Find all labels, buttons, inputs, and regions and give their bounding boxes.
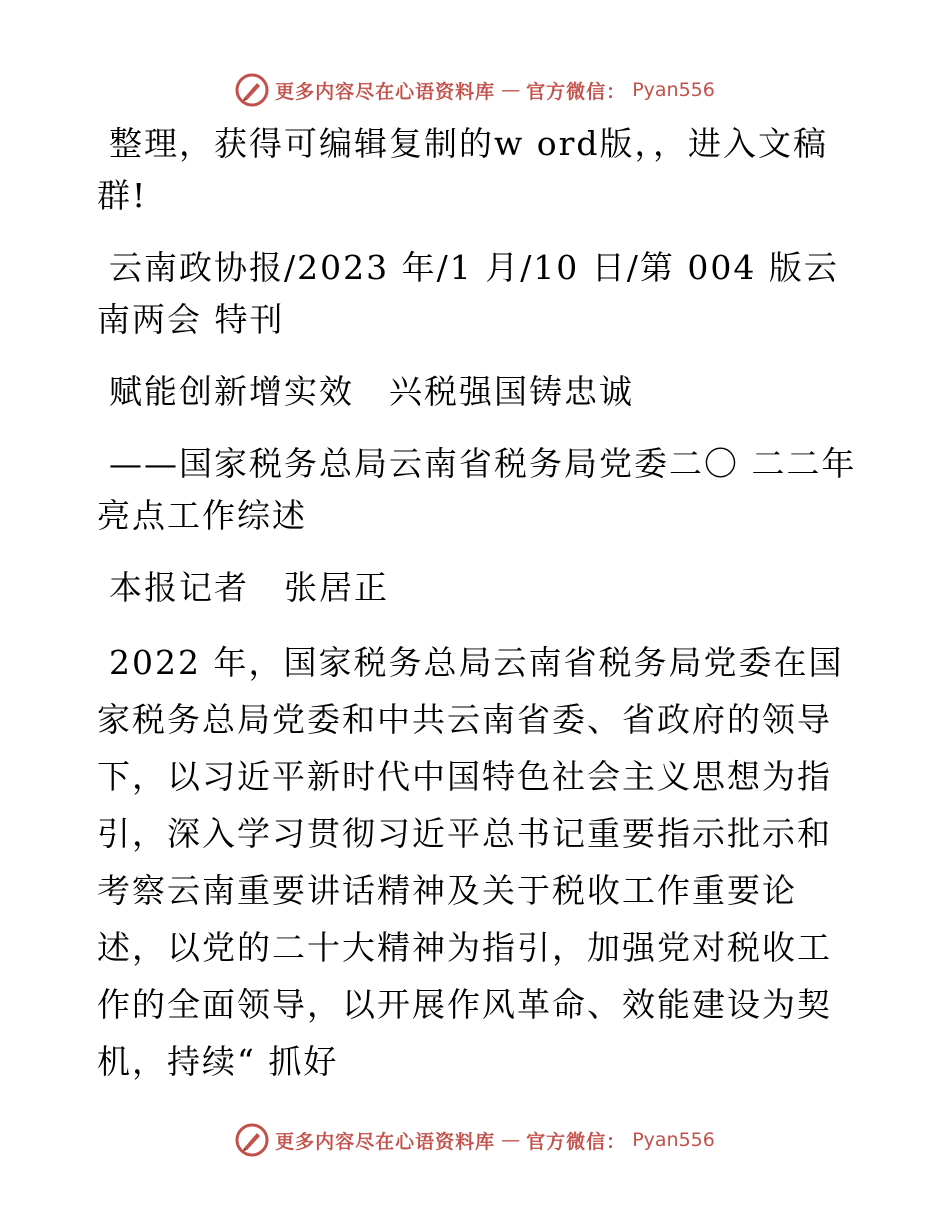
article-title: 赋能创新增实效 兴税强国铸忠诚: [109, 372, 634, 411]
body-paragraph: 2022 年，国家税务总局云南省税务局党委在国家税务总局党委和中共云南省委、省政府的领导下，以习近平新时代中国特色社会主义思想为指引，深入学习贯彻习近平总书记重要指示批示和考察云南重要讲话精神及关于税收工作重要论述，以党的二十大精神为指引，加强党对税收工作的全面领导，以开展作风革命、效能建设为契机，持续“ 抓好: [97, 643, 844, 1081]
intro-note: 整理，获得可编辑复制的w ord版，，进入文稿群!: [97, 124, 829, 215]
document-body: [97, 118, 857, 1090]
watermark-text: 更多内容尽在心语资料库: [275, 80, 496, 103]
pen-logo-icon: [235, 73, 269, 107]
watermark-wechat-id: Pyan556: [632, 79, 715, 101]
watermark-separator: —: [501, 79, 521, 101]
watermark-separator: —: [501, 1129, 521, 1151]
watermark-text: 更多内容尽在心语资料库: [275, 1130, 496, 1153]
pen-logo-icon: [235, 1123, 269, 1157]
byline: 本报记者 张居正: [109, 568, 389, 607]
watermark-wechat-label: 官方微信：: [526, 1130, 627, 1153]
footer-watermark: [0, 1120, 950, 1160]
header-watermark: [0, 70, 950, 110]
watermark-wechat-label: 官方微信：: [526, 80, 627, 103]
watermark-wechat-id: Pyan556: [632, 1129, 715, 1151]
article-subtitle: ——国家税务总局云南省税务局党委二〇 二二年亮点工作综述: [97, 444, 857, 535]
source-line: 云南政协报/2023 年/1 月/10 日/第 004 版云南两会 特刊: [97, 248, 839, 339]
